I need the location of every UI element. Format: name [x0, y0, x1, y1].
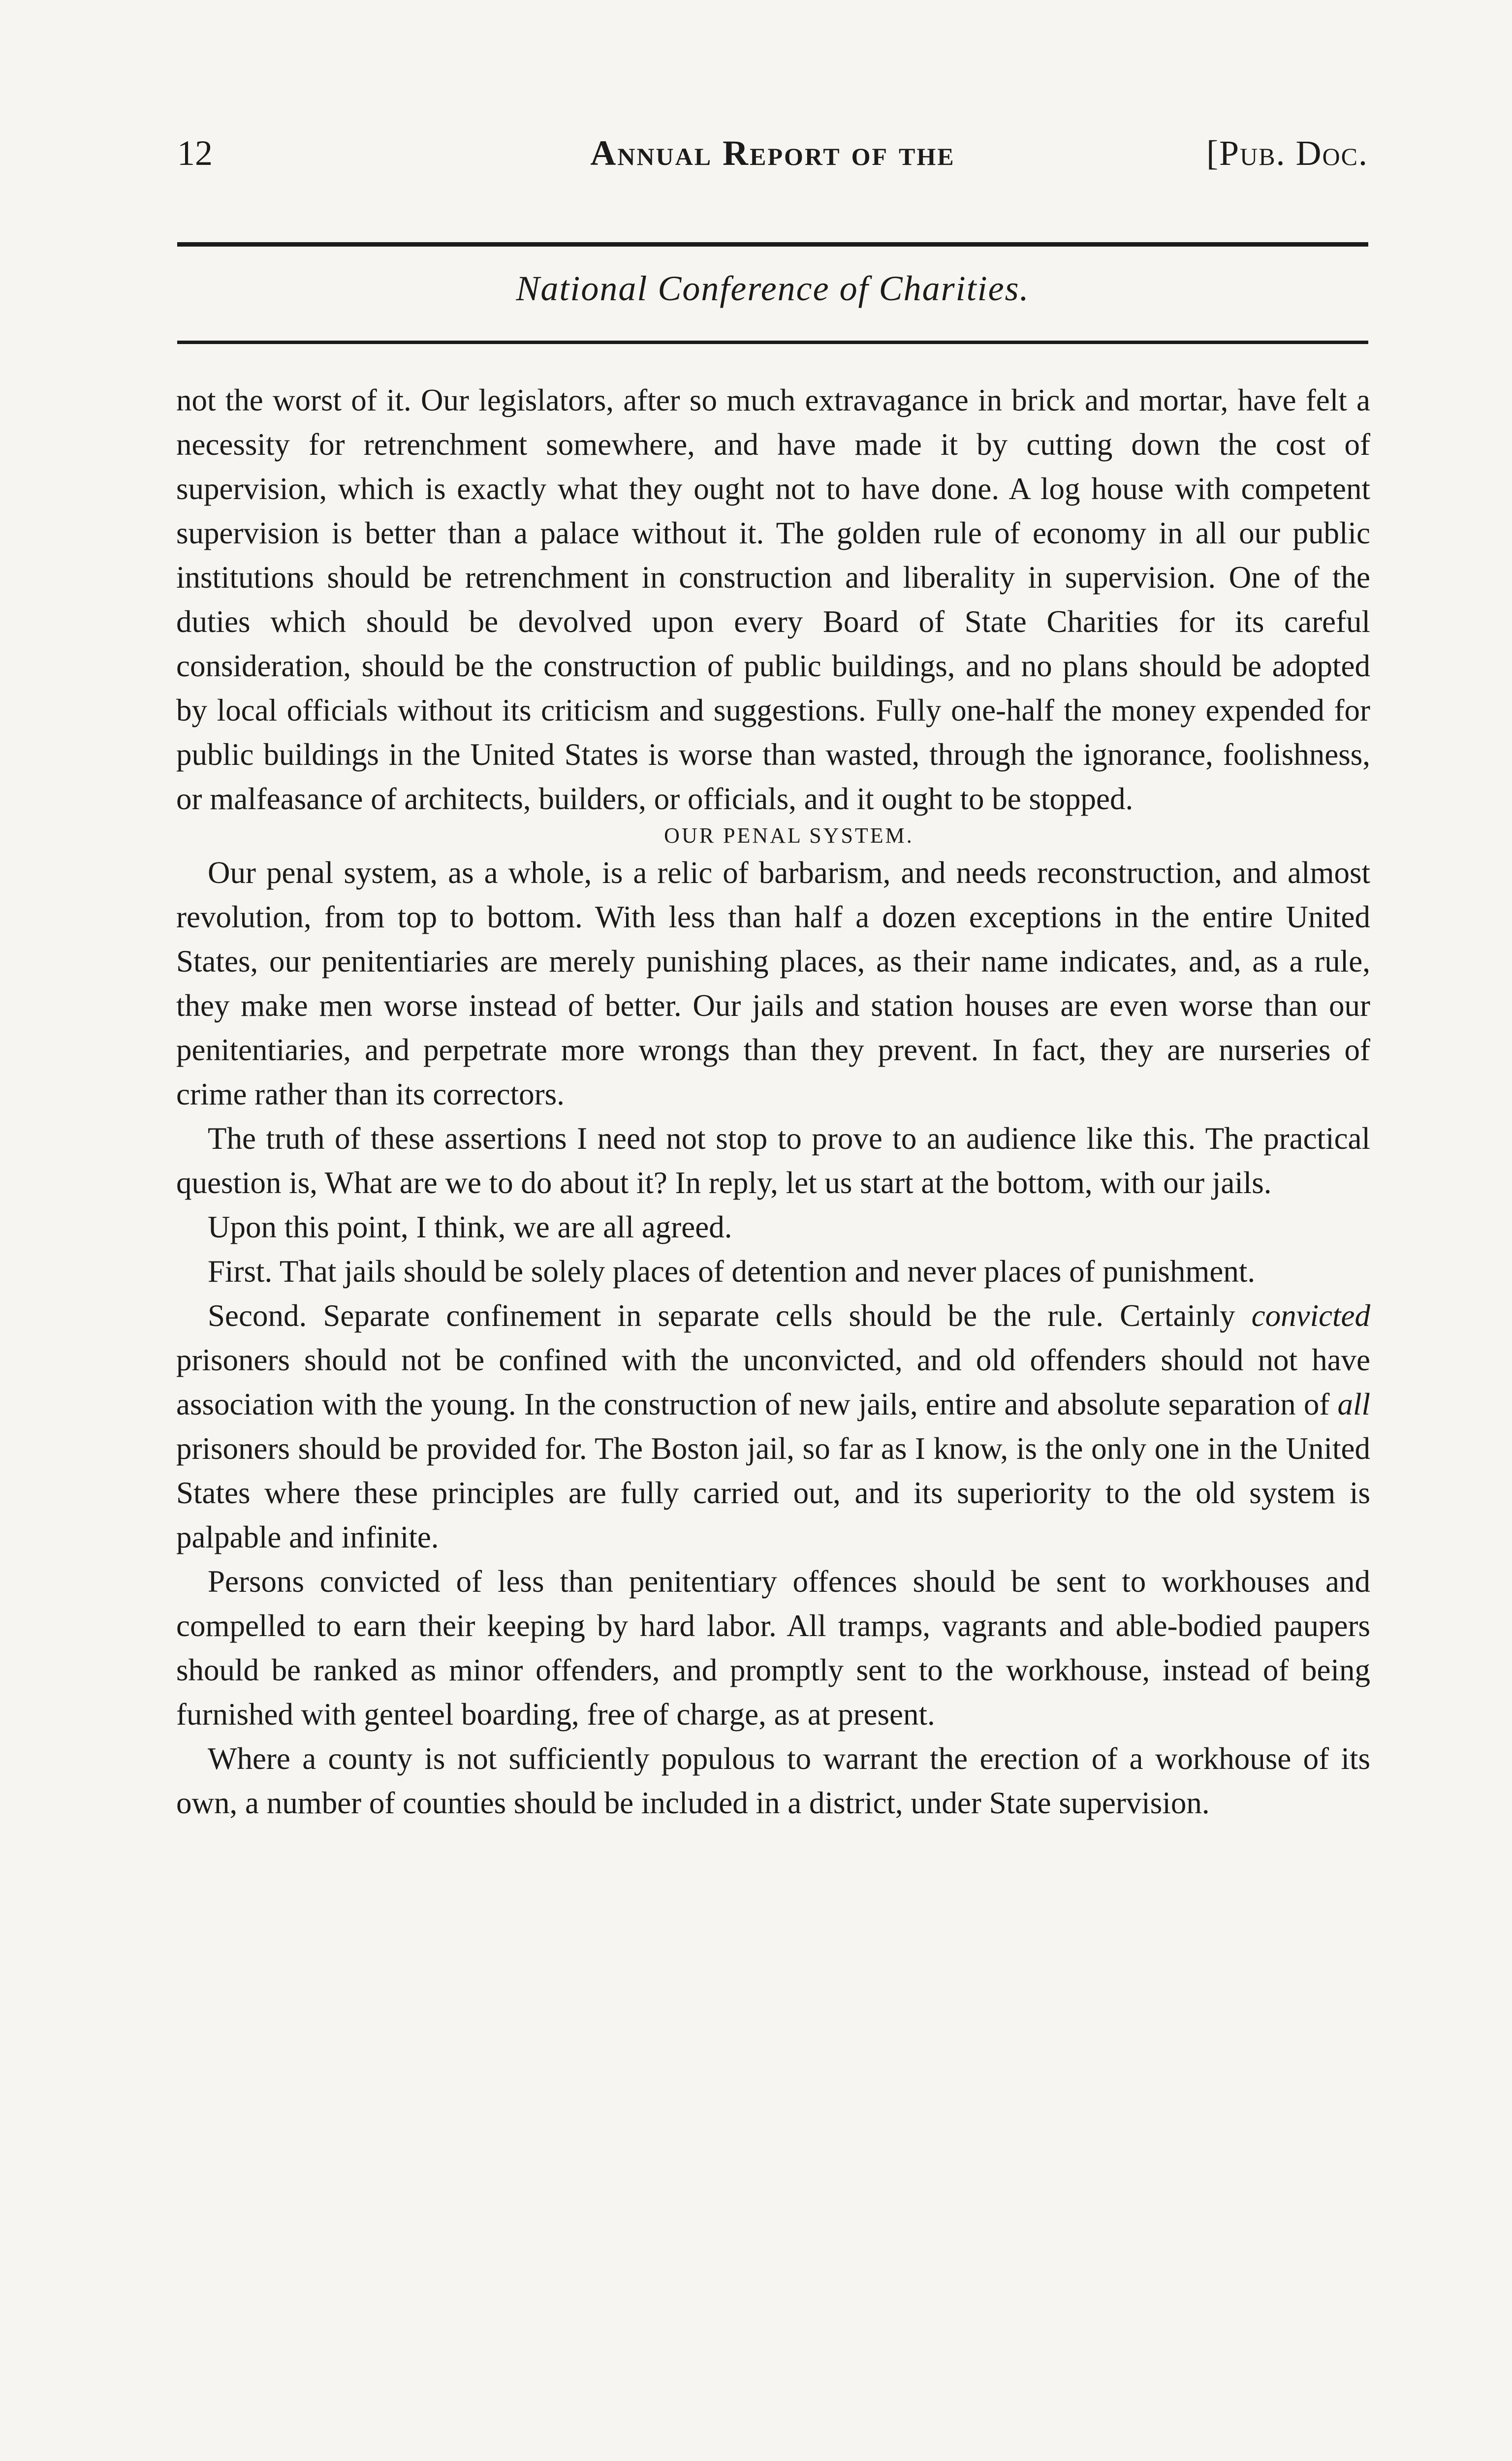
paragraph: Where a county is not sufficiently populous to warrant the erection of a workhouse of its own, a number of counties should be included in a district, under State supervision. — [176, 1741, 1370, 1820]
paragraph: Upon this point, I think, we are all agreed. — [208, 1210, 732, 1244]
running-head-doc: [Pub. Doc. — [1206, 133, 1368, 173]
paragraph: The truth of these assertions I need not stop to prove to an audience like this. The practical question is, What are we to do about it? In reply, let us start at the bottom, with our jails. — [176, 1121, 1370, 1200]
paragraph-text: prisoners should be provided for. The Boston jail, so far as I know, is the only one in the United States where these principles are fully carried out, and its superiority to the old system is palpable and infinite. — [176, 1431, 1370, 1554]
paragraph: Persons convicted of less than penitentiary offences should be sent to workhouses and compelled to earn their keeping by hard labor. All tramps, vagrants and able-bodied paupers should be ranked as minor offenders, and promptly sent to the workhouse, instead of being furnished with genteel boarding, free of charge, as at present. — [176, 1564, 1370, 1732]
paragraph — [176, 1294, 1370, 1559]
page-number: 12 — [177, 133, 213, 173]
paragraph-text: prisoners should not be confined with the unconvicted, and old offenders should not have association with the young. In the construction of new jails, entire and absolute separation of — [176, 1343, 1370, 1421]
header-rule-top — [177, 242, 1368, 247]
paragraph: not the worst of it. Our legislators, after so much extravagance in brick and mortar, have felt a necessity for retrenchment somewhere, and have made it by cutting down the cost of supervision, which is exactly what they ought not to have done. A log house with competent supervision is better than a palace without it. The golden rule of economy in all our public institutions should be retrenchment in construction and liberality in supervision. One of the duties which should be devolved upon every Board of State Charities for its careful consideration, should be the construction of public buildings, and no plans should be adopted by local officials without its criticism and suggestions. Fully one-half the money expended for public buildings in the United States is worse than wasted, through the ignorance, foolishness, or malfeasance of architects, builders, or officials, and it ought to be stopped. — [176, 383, 1370, 816]
running-head-title: Annual Report of the — [590, 133, 955, 173]
section-subtitle: National Conference of Charities. — [516, 269, 1030, 308]
emphasis-text: convicted — [1251, 1298, 1370, 1333]
paragraph: Our penal system, as a whole, is a relic of barbarism, and needs reconstruction, and almost revolution, from top to bottom. With less than half a dozen exceptions in the entire United States, our penitentiaries are merely punishing places, as their name indicates, and, as a rule, they make men worse instead of better. Our jails and station houses are even worse than our penitentiaries, and perpetrate more wrongs than they prevent. In fact, they are nurseries of crime rather than its correctors. — [176, 855, 1370, 1111]
emphasis-text: all — [1337, 1387, 1370, 1421]
running-head — [177, 133, 1368, 192]
body-text — [176, 378, 1370, 1825]
header-rule-bottom — [177, 341, 1368, 344]
section-heading: OUR PENAL SYSTEM. — [664, 823, 914, 848]
paragraph: First. That jails should be solely places of detention and never places of punishment. — [208, 1254, 1256, 1289]
paragraph-text: Second. Separate confinement in separate cells should be the rule. Certainly — [208, 1298, 1252, 1333]
